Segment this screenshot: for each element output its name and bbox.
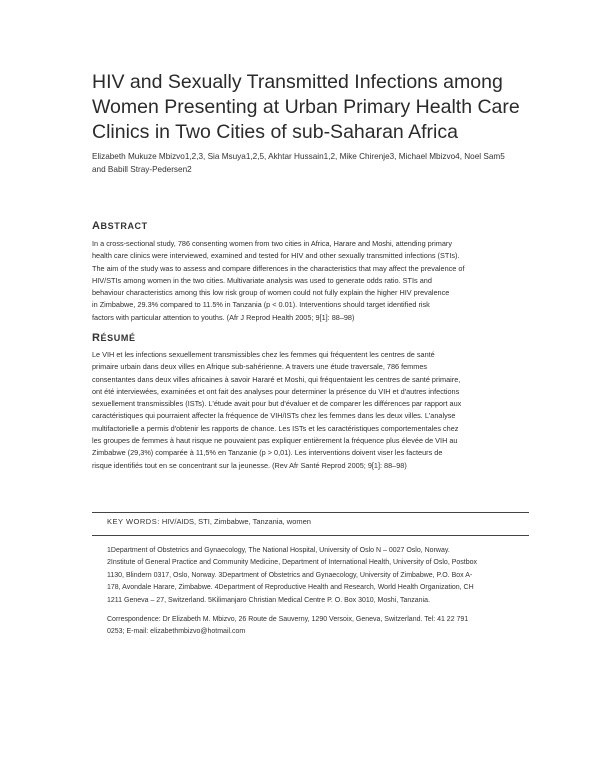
keywords-block [107, 517, 311, 526]
affiliation-line: 1130, Blindern 0317, Oslo, Norway. 3Department of Obstetrics and Gynaecology, University of Zimbabwe, P.O. Box A- [107, 571, 473, 579]
abstract-body [92, 238, 529, 324]
resume-body [92, 349, 529, 472]
abstract-line: health care clinics were interviewed, examined and tested for HIV and other sexually transmitted infections (STIs). [92, 251, 460, 261]
keywords-divider-bottom [92, 535, 529, 536]
correspondence-line: 0253; E-mail: elizabethmbizvo@hotmail.com [107, 628, 246, 636]
resume-line: primaire urbain dans deux villes en Afrique sub-sahérienne. A travers une étude traversale, 786 femmes [92, 362, 428, 372]
abstract-line: factors with particular attention to youths. (Afr J Reprod Health 2005; 9[1]: 88–98) [92, 312, 355, 322]
abstract-heading: ABSTRACT [92, 220, 148, 232]
correspondence-line: Correspondence: Dr Elizabeth M. Mbizvo, 26 Route de Sauverny, 1290 Versoix, Geneva, Switzerland. Tel: 41 22 791 [107, 616, 469, 623]
keywords-label: KEY WORDS: [107, 517, 160, 526]
resume-line: caractéristiques qui pourraient affecter la fréquence de VIH/ISTs chez les femmes dans les deux villes. L'analyse [92, 411, 456, 421]
author-list [92, 150, 532, 176]
affiliations [107, 545, 527, 607]
abstract-line: behaviour characteristics among this low risk group of women could not fully explain the higher HIV prevalence [92, 288, 450, 298]
resume-line: Zimbabwe (29,3%) comparée à 11,5% en Tanzanie (p > 0,01). Les interventions doivent viser les facteurs de [92, 448, 443, 458]
keywords-text: HIV/AIDS, STI, Zimbabwe, Tanzania, women [161, 517, 311, 526]
affiliation-line: 178, Avondale Harare, Zimbabwe. 4Department of Reproductive Health and Research, World Health Organization, CH [107, 584, 474, 592]
resume-line: multifactorielle a permis d'obtenir les rapports de chance. Les ISTs et les caractéristiques comportementales chez [92, 423, 459, 433]
paper-title [92, 70, 532, 145]
title-line: Women Presenting at Urban Primary Health Care [92, 96, 520, 118]
abstract-line: in Zimbabwe, 29.3% compared to 11.5% in Tanzania (p < 0.01). Interventions should target identified risk [92, 300, 430, 310]
title-line: HIV and Sexually Transmitted Infections among [92, 71, 503, 93]
affiliation-line: 2Institute of General Practice and Community Medicine, Department of International Health, University of Oslo, Postbox [107, 559, 478, 567]
keywords-divider-top [92, 512, 529, 513]
author-line: Elizabeth Mukuze Mbizvo1,2,3, Sia Msuya1,2,5, Akhtar Hussain1,2, Mike Chirenje3, Michael Mbizvo4, Noel Sam5 [92, 152, 505, 161]
author-line: and Babill Stray-Pedersen2 [92, 165, 192, 174]
resume-line: ont été interviewées, examinées et ont fait des analyses pour determiner la présence du VIH et d'autres infections [92, 386, 460, 396]
abstract-line: The aim of the study was to assess and compare differences in the characteristics that may affect the prevalence of [92, 263, 465, 273]
resume-heading: RÉSUMÉ [92, 332, 136, 344]
resume-line: consentantes dans deux villes africaines à savoir Hararé et Moshi, qui fréquentaient les centres de santé primaire, [92, 374, 461, 384]
title-line: Clinics in Two Cities of sub-Saharan Africa [92, 121, 458, 143]
affiliation-line: 1Department of Obstetrics and Gynaecology, The National Hospital, University of Oslo N – 0027 Oslo, Norway. [107, 547, 450, 554]
resume-line: risque identifiés tout en se concentrant sur la jeunesse. (Rev Afr Santé Reprod 2005; 9[1]: 88–98) [92, 460, 407, 470]
affiliation-line: 1211 Geneva – 27, Switzerland. 5Kilimanjaro Christian Medical Centre P. O. Box 3010, Moshi, Tanzania. [107, 596, 430, 604]
correspondence [107, 614, 527, 639]
resume-line: les groupes de femmes à haut risque ne pouvaient pas expliquer entièrement la fréquence plus élevée de VIH au [92, 436, 458, 446]
abstract-line: In a cross-sectional study, 786 consenting women from two cities in Africa, Harare and Moshi, attending primary [92, 239, 453, 248]
abstract-line: HIV/STIs among women in the two cities. Multivariate analysis was used to generate odds ratio. STIs and [92, 275, 432, 285]
resume-line: Le VIH et les infections sexuellement transmissibles chez les femmes qui fréquentent les centres de santé [92, 350, 435, 359]
resume-line: sexuellement transmissibles (ISTs). L'étude avait pour but d'évaluer et de comparer les différences par rapport aux [92, 399, 462, 409]
